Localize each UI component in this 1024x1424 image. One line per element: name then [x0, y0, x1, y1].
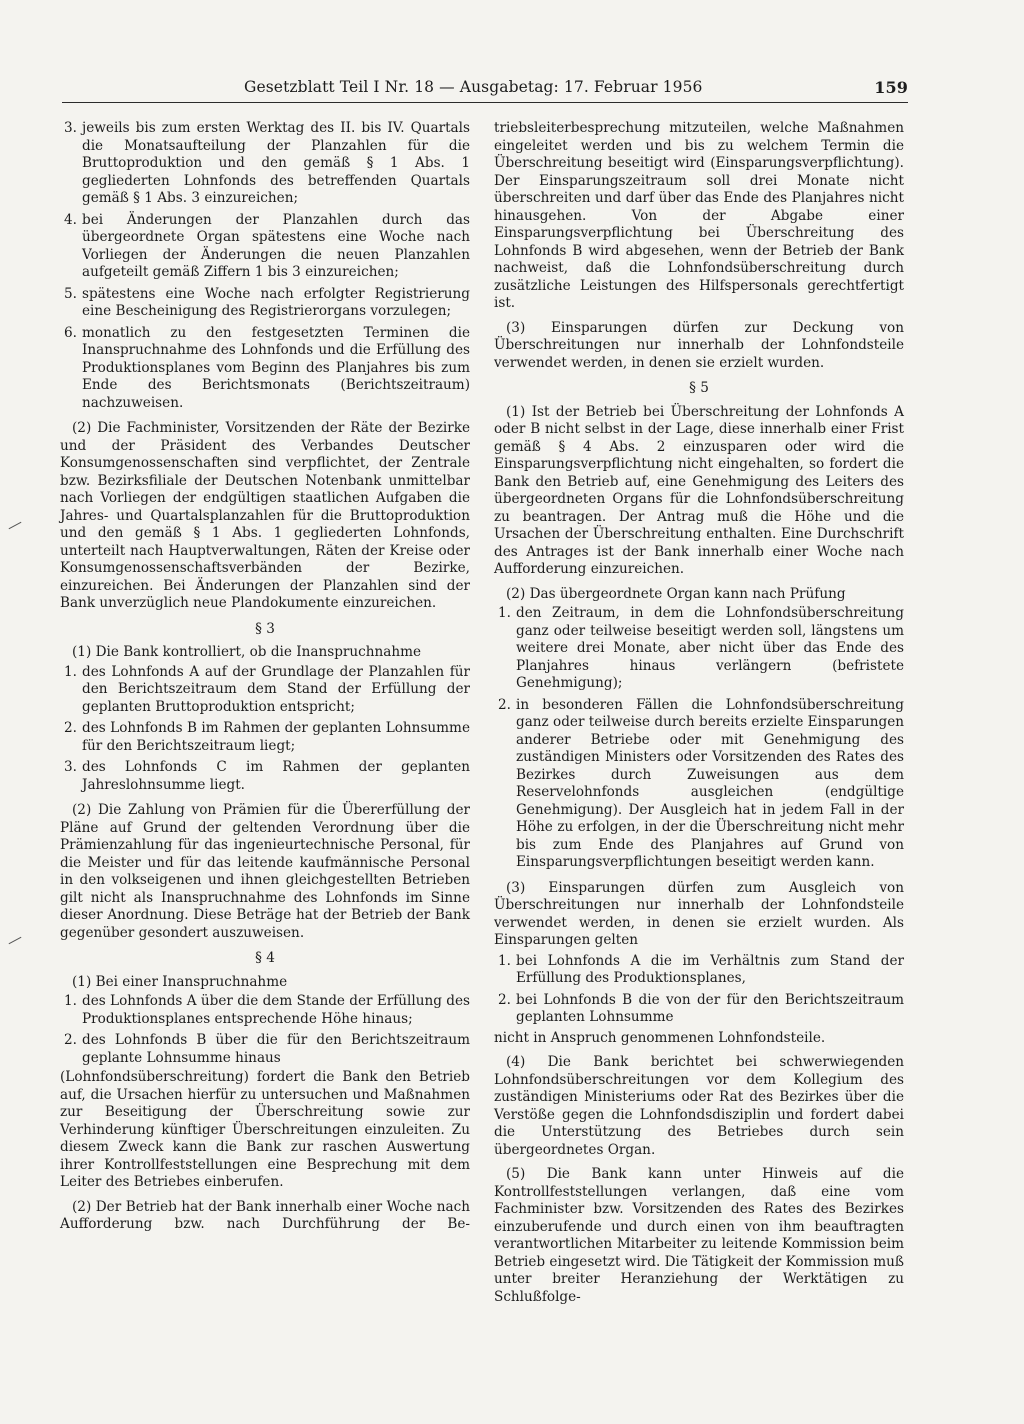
item-text: bei Änderungen der Planzahlen durch das übergeordnete Organ spätestens eine Woche nach Vorliegen der Änderungen die neuen Planzahlen aufgeteilt gemäß Ziffern 1 bis 3 einzureichen; [82, 211, 470, 280]
header-title: Gesetzblatt Teil I Nr. 18 — Ausgabetag: 17. Februar 1956 [244, 78, 703, 96]
item-text: monatlich zu den festgesetzten Terminen die Inanspruchnahme des Lohnfonds und die Erfüllung des Produktionsplanes vom Beginn des Planjahres bis zum Ende des Berichtsmonats (Berichtszeitraum) nachzuweisen. [82, 324, 470, 411]
section-heading: § 4 [255, 950, 275, 966]
item-text: den Zeitraum, in dem die Lohnfondsüberschreitung ganz oder teilweise beseitigt werden soll, längstens um weitere drei Monate, aber nicht über das Ende des Planjahres hinaus verlängern (befristete Genehmigung); [516, 605, 904, 691]
paragraph: (1) Bei einer Inanspruchnahme [72, 973, 288, 990]
list-item [494, 605, 904, 693]
page-number: 159 [874, 78, 908, 97]
margin-mark [9, 522, 22, 529]
item-number: 1. [64, 663, 77, 680]
item-text: bei Lohnfonds B die von der für den Berichtszeitraum geplanten Lohnsumme [516, 991, 904, 1025]
list-item [60, 720, 470, 755]
item-text: des Lohnfonds C im Rahmen der geplanten Jahreslohnsumme liegt. [82, 759, 470, 793]
list-item [494, 953, 904, 988]
item-number: 2. [64, 720, 77, 736]
section-heading: § 3 [255, 620, 275, 637]
item-text: des Lohnfonds A auf der Grundlage der Planzahlen für den Berichtszeitraum dem Stand der Erfüllung der geplanten Bruttoproduktion entspricht; [82, 663, 470, 715]
item-number: 1. [64, 993, 77, 1009]
item-number: 3. [64, 120, 77, 136]
item-text: in besonderen Fällen die Lohnfondsüberschreitung ganz oder teilweise durch bereits erzielte Einsparungen anderer Betriebe oder mit Genehmigung des zuständigen Ministers oder Vorsitzenden des Rates des Bezirkes durch Zuweisungen aus dem Reservelohnfonds ausgleichen (endgültige Genehmigung). Der Ausgleich hat in jedem Fall in der Höhe zu erfolgen, in der die Überschreitung nicht mehr bis zum Ende des Planjahres auf Grund von Einsparungsverpflichtungen beseitigt werden kann. [516, 696, 904, 870]
paragraph: triebsleiterbesprechung mitzuteilen, welche Maßnahmen eingeleitet werden und bis zu welchem Termin die Überschreitung beseitigt wird (Einsparungsverpflichtung). Der Einsparungszeitraum soll drei Monate nicht überschreiten und darf über das Ende des Planjahres nicht hinausgehen. Von der Abgabe einer Einsparungsverpflichtung bei Überschreitung des Lohnfonds B wird abgesehen, wenn der Betrieb der Bank nachweist, daß die Lohnfondsüberschreitung durch zusätzliche Leistungen des Hilfspersonals gerechtfertigt ist. [494, 120, 904, 311]
item-number: 4. [64, 211, 77, 228]
paragraph: (2) Das übergeordnete Organ kann nach Prüfung [506, 585, 846, 602]
paragraph: (5) Die Bank kann unter Hinweis auf die Kontrollfeststellungen verlangen, daß eine vom Fachminister bzw. Vorsitzenden des Rates des Bezirkes einzuberufende und durch einen von ihm beauftragten verantwortlichen Mitarbeiter zu leitende Kommission beim Betrieb eingesetzt wird. Die Tätigkeit der Kommission muß unter breiter Heranziehung der Werktätigen zu Schlußfolge- [494, 1166, 904, 1305]
right-column [494, 120, 904, 1313]
paragraph: nicht in Anspruch genommenen Lohnfondsteile. [494, 1029, 826, 1046]
paragraph: (3) Einsparungen dürfen zur Deckung von Überschreitungen nur innerhalb der Lohnfondsteile verwendet werden, in denen sie erzielt wurden. [494, 319, 904, 371]
item-text: des Lohnfonds A über die dem Stande der Erfüllung des Produktionsplanes entsprechende Höhe hinaus; [82, 993, 470, 1027]
paragraph: (2) Der Betrieb hat der Bank innerhalb einer Woche nach Aufforderung bzw. nach Durchführung der Be- [60, 1198, 470, 1232]
list-item [494, 992, 904, 1027]
list-item [494, 697, 904, 872]
list-item [60, 286, 470, 321]
paragraph: (3) Einsparungen dürfen zum Ausgleich von Überschreitungen nur innerhalb der Lohnfondsteile verwendet werden, in denen sie erzielt wurden. Als Einsparungen gelten [494, 879, 904, 948]
list-item [60, 1032, 470, 1067]
item-text: bei Lohnfonds A die im Verhältnis zum Stand der Erfüllung des Produktionsplanes, [516, 952, 904, 986]
item-number: 5. [64, 285, 77, 302]
item-number: 3. [64, 759, 77, 775]
list-item [60, 664, 470, 717]
paragraph: (1) Die Bank kontrolliert, ob die Inanspruchnahme [72, 644, 422, 660]
item-text: spätestens eine Woche nach erfolgter Registrierung eine Bescheinigung des Registrierorgans vorzulegen; [82, 285, 470, 319]
item-text: des Lohnfonds B über die für den Berichtszeitraum geplante Lohnsumme hinaus [82, 1032, 470, 1066]
item-number: 2. [64, 1032, 77, 1048]
paragraph: (2) Die Fachminister, Vorsitzenden der Räte der Bezirke und der Präsident des Verbandes Deutscher Konsumgenossenschaften sind verpflichtet, der Zentrale bzw. Bezirksfiliale der Deutschen Notenbank unmittelbar nach Vorliegen der endgültigen staatlichen Aufgaben die Jahres- und Quartalsplanzahlen für die Bruttoproduktion und den gemäß § 1 Abs. 1 gegliederten Lohnfonds, unterteilt nach Hauptverwaltungen, Räten der Kreise oder Konsumgenossenschaftsverbänden der Bezirke, einzureichen. Bei Änderungen der Planzahlen sind der Bank unverzüglich neue Plandokumente einzureichen. [60, 420, 470, 611]
page-header [62, 78, 908, 102]
item-number: 2. [498, 991, 511, 1008]
header-rule [62, 102, 908, 103]
paragraph: (Lohnfondsüberschreitung) fordert die Bank den Betrieb auf, die Ursachen hierfür zu untersuchen und Maßnahmen zur Beseitigung der Überschreitung sowie zur Verhinderung künftiger Überschreitungen einzuleiten. Zu diesem Zweck kann die Bank zur raschen Auswertung ihrer Kontrollfeststellungen eine Besprechung mit dem Leiter des Betriebes einberufen. [60, 1069, 470, 1190]
paragraph: (4) Die Bank berichtet bei schwerwiegenden Lohnfondsüberschreitungen vor dem Kollegium des zuständigen Ministeriums oder Rat des Bezirkes über die Verstöße gegen die Lohnfondsdisziplin und fordert dabei die Unterstützung des Betriebes durch sein übergeordnetes Organ. [494, 1054, 904, 1158]
list-item [60, 120, 470, 208]
list-item [60, 212, 470, 282]
list-item [60, 759, 470, 794]
margin-mark [9, 937, 22, 944]
item-number: 6. [64, 324, 77, 341]
section-heading: § 5 [689, 380, 709, 396]
paragraph: (1) Ist der Betrieb bei Überschreitung der Lohnfonds A oder B nicht selbst in der Lage, diese innerhalb einer Frist gemäß § 4 Abs. 2 einzusparen oder wird die Einsparungsverpflichtung nicht eingehalten, so fordert die Bank den Betrieb auf, eine Genehmigung des Leiters des übergeordneten Organs für die Lohnfondsüberschreitung zu beantragen. Der Antrag muß die Höhe und die Ursachen der Überschreitung enthalten. Eine Durchschrift des Antrages ist der Bank innerhalb einer Woche nach Aufforderung einzureichen. [494, 403, 904, 577]
paragraph: (2) Die Zahlung von Prämien für die Übererfüllung der Pläne auf Grund der geltenden Verordnung über die Prämienzahlung für das ingenieurtechnische Personal, für die Meister und für das leitende kaufmännische Personal in den volkseigenen und ihnen gleichgestellten Betrieben gilt nicht als Inanspruchnahme des Lohnfonds im Sinne dieser Anordnung. Diese Beträge hat der Betrieb der Bank gegenüber gesondert auszuweisen. [60, 802, 470, 941]
item-text: jeweils bis zum ersten Werktag des II. bis IV. Quartals die Monatsaufteilung der Planzahlen für die Bruttoproduktion und den gemäß § 1 Abs. 1 gegliederten Lohnfonds des betreffenden Quartals gemäß § 1 Abs. 3 einzureichen; [82, 120, 470, 206]
list-item [60, 993, 470, 1028]
left-column [60, 120, 470, 1241]
item-text: des Lohnfonds B im Rahmen der geplanten Lohnsumme für den Berichtszeitraum liegt; [82, 720, 470, 754]
item-number: 2. [498, 696, 511, 713]
list-item [60, 325, 470, 413]
item-number: 1. [498, 952, 511, 969]
item-number: 1. [498, 605, 511, 621]
